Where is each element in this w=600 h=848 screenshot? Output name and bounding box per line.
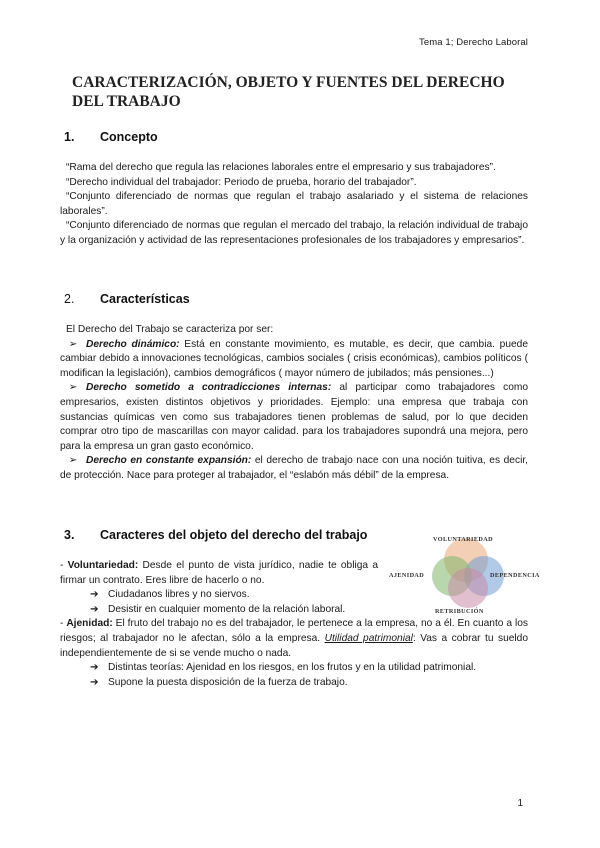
venn-label-voluntariedad: VOLUNTARIEDAD xyxy=(433,536,493,543)
voluntariedad-bullet-1 xyxy=(60,588,528,603)
definition-3: “Conjunto diferenciado de normas que regulan el trabajo asalariado y el sistema de relaciones laborales”. xyxy=(60,191,528,217)
characteristic-expansion xyxy=(60,454,528,483)
arrow-bullet-icon: ➢ xyxy=(68,338,78,350)
section-1-title: Concepto xyxy=(100,130,158,144)
ajenidad-label: Ajenidad: xyxy=(66,618,113,630)
characteristic-contradictions xyxy=(60,381,528,454)
characteristic-dynamic xyxy=(60,338,528,382)
characteristics-intro: El Derecho del Trabajo se caracteriza por ser: xyxy=(66,324,274,335)
arrow-right-icon: ➔ xyxy=(90,603,99,615)
ajenidad-paragraph xyxy=(60,617,528,661)
ajenidad-text-1: El fruto del trabajo no es del trabajador, le pertenece a la empresa, no a él. En cuanto a los riesgos; al trabajador no le afectan, sólo a la empresa. xyxy=(60,618,528,644)
characteristic-contradictions-label: Derecho sometido a contradicciones internas: xyxy=(86,382,332,394)
section-1-heading xyxy=(64,130,158,144)
characteristic-dynamic-text: Está en constante movimiento, es mutable, es decir, que cambia. puede cambiar debido a innovaciones tecnológicas, cambios sociales ( crisis económicas), cambios políticos ( modifican la legislación), cambios demográficos ( mayor número de jubilados; más pensiones...) xyxy=(60,338,528,379)
voluntariedad-label: Voluntariedad: xyxy=(67,560,139,571)
page-number: 1 xyxy=(517,798,523,809)
ajenidad-text-2: : Vas a cobrar tu sueldo independientemente de si se vende mucho o nada. xyxy=(60,632,529,659)
section-3-heading xyxy=(64,528,367,542)
document-title: CARACTERIZACIÓN, OBJETO Y FUENTES DEL DERECHO DEL TRABAJO xyxy=(72,74,505,110)
venn-label-retribucion: RETRIBUCIÓN xyxy=(435,608,484,615)
dash: - xyxy=(60,618,67,630)
section-2-body xyxy=(60,323,528,484)
arrow-right-icon: ➔ xyxy=(90,676,99,688)
arrow-bullet-icon: ➢ xyxy=(68,382,78,394)
section-1-number: 1. xyxy=(64,130,75,144)
voluntariedad-paragraph xyxy=(60,559,378,588)
utilidad-patrimonial-term: Utilidad patrimonial xyxy=(324,632,413,644)
ajenidad-bullet-1 xyxy=(60,661,528,676)
section-3-body xyxy=(60,559,528,690)
bullet-text: Ciudadanos libres y no siervos. xyxy=(108,589,250,601)
characteristic-expansion-label: Derecho en constante expansión: xyxy=(86,455,252,467)
characteristic-dynamic-label: Derecho dinámico: xyxy=(86,338,180,350)
section-3-number: 3. xyxy=(64,528,75,542)
ajenidad-bullet-2 xyxy=(60,676,528,691)
characteristic-expansion-text: el derecho de trabajo nace con una noción tuitiva, es decir, de protección. Nace para proteger al trabajador, el “eslabón más débil” de la empresa. xyxy=(60,455,528,481)
section-2-heading xyxy=(64,292,190,306)
characteristic-contradictions-text: al participar como trabajadores como empresarios, existen distintos objetivos y prioridades. Ejemplo: una empresa que trabaja con sustancias químicas ven como sus trabajadores tienen problemas de salud, por lo que deciden comprar otro tipo de mascarillas con mayor calidad. para los trabajadores supondrá una mejora, pero para la empresa un gran gasto económico. xyxy=(60,382,529,452)
page-header: Tema 1; Derecho Laboral xyxy=(419,37,528,48)
voluntariedad-bullet-2 xyxy=(60,603,528,618)
arrow-right-icon: ➔ xyxy=(90,662,99,674)
venn-label-ajenidad: AJENIDAD xyxy=(389,572,425,579)
section-2-title: Características xyxy=(100,292,190,306)
section-2-number: 2. xyxy=(64,292,75,306)
definition-1: “Rama del derecho que regula las relaciones laborales entre el empresario y sus trabajadores”. xyxy=(66,162,496,173)
voluntariedad-text: Desde el punto de vista jurídico, nadie te obliga a firmar un contrato. Eres libre de hacerlo o no. xyxy=(60,560,378,586)
bullet-text: Distintas teorías: Ajenidad en los riesgos, en los frutos y en la utilidad patrimonial. xyxy=(108,662,477,674)
arrow-bullet-icon: ➢ xyxy=(68,455,78,467)
section-1-body xyxy=(60,161,528,249)
bullet-text: Desistir en cualquier momento de la relación laboral. xyxy=(108,603,346,615)
section-3-title: Caracteres del objeto del derecho del trabajo xyxy=(100,528,368,542)
arrow-right-icon: ➔ xyxy=(90,589,99,601)
definition-2: “Derecho individual del trabajador: Periodo de prueba, horario del trabajador”. xyxy=(66,176,417,188)
definition-4: “Conjunto diferenciado de normas que regulan el mercado del trabajo, la relación individual de trabajo y la organización y actividad de las representaciones profesionales de los trabajadores y empresarios”. xyxy=(60,220,528,246)
dash: - xyxy=(60,560,68,571)
bullet-text: Supone la puesta disposición de la fuerza de trabajo. xyxy=(108,676,348,688)
venn-label-dependencia: DEPENDENCIA xyxy=(490,572,540,579)
